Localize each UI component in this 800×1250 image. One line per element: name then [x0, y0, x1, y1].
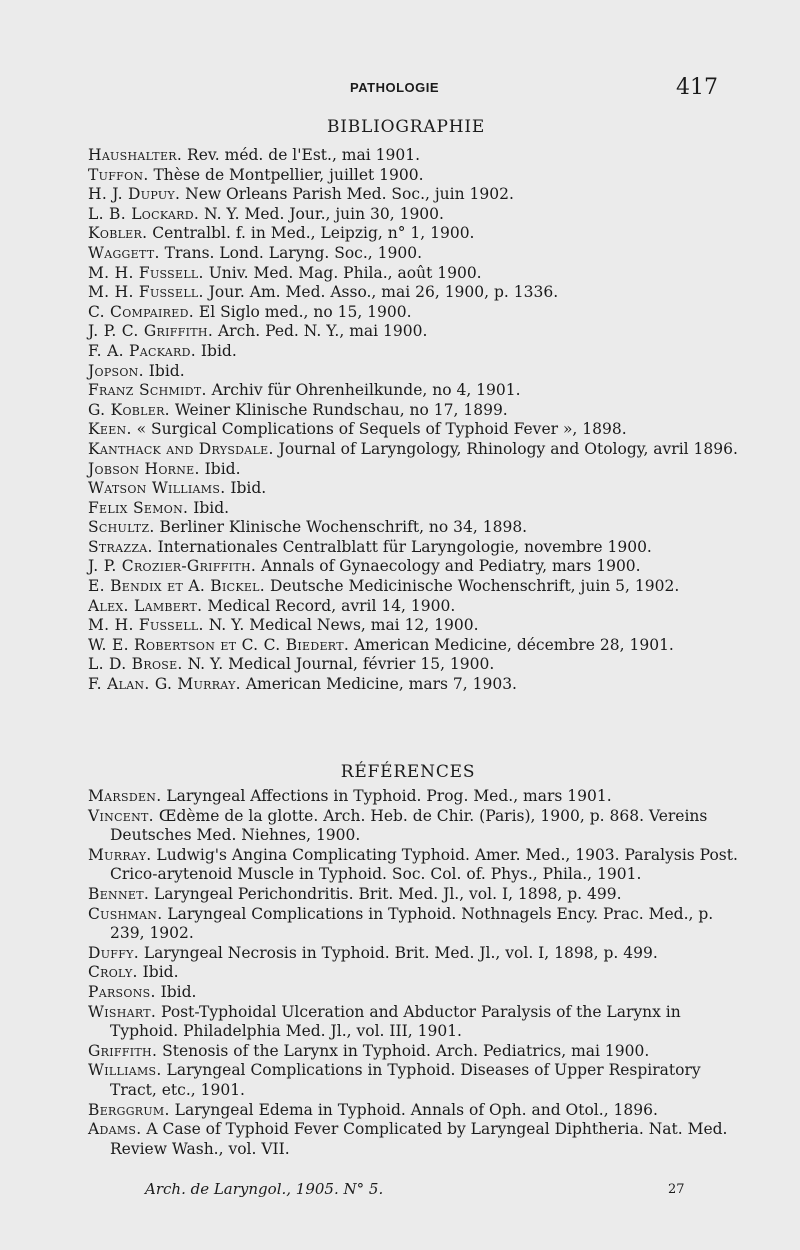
- entry-citation: Rev. méd. de l'Est., mai 1901.: [182, 146, 420, 164]
- entry-author: M. H. Fussell.: [88, 283, 204, 302]
- bibliography-entry: [88, 264, 738, 284]
- entry-citation: Ibid.: [188, 498, 230, 517]
- entry-author: Williams.: [88, 1061, 162, 1080]
- entry-author: Kobler.: [88, 224, 148, 243]
- entry-author: Cushman.: [88, 904, 163, 923]
- entry-author: Schultz.: [88, 518, 155, 537]
- entry-citation: Annals of Gynaecology and Pediatry, mars 1900.: [256, 557, 641, 576]
- reference-entry: [88, 807, 738, 846]
- running-title: PATHOLOGIE: [350, 80, 440, 95]
- entry-citation: Weiner Klinische Rundschau, no 17, 1899.: [169, 400, 508, 419]
- entry-citation: Laryngeal Necrosis in Typhoid. Brit. Med. Jl., vol. I, 1898, p. 499.: [138, 943, 658, 962]
- running-header: [0, 77, 800, 101]
- entry-citation: Laryngeal Complications in Typhoid. Diseases of Upper Respiratory Tract, etc., 1901.: [110, 1061, 701, 1099]
- entry-citation: Stenosis of the Larynx in Typhoid. Arch. Pediatrics, mai 1900.: [157, 1041, 650, 1060]
- entry-author: Marsden.: [88, 787, 162, 805]
- bibliography-entry: [88, 655, 738, 675]
- entry-citation: Ibid.: [195, 341, 237, 360]
- entry-author: Keen.: [88, 420, 132, 439]
- entry-author: Kanthack and Drysdale.: [88, 439, 274, 458]
- entry-citation: Laryngeal Edema in Typhoid. Annals of Oph. and Otol., 1896.: [169, 1100, 658, 1119]
- reference-entry: [88, 1042, 738, 1062]
- entry-author: Adams.: [88, 1120, 142, 1139]
- page-footer: [0, 1180, 800, 1202]
- entry-author: L. D. Brose.: [88, 655, 183, 674]
- references-list: [88, 787, 738, 1159]
- bibliography-list: [88, 146, 738, 695]
- entry-citation: Thèse de Montpellier, juillet 1900.: [148, 165, 424, 184]
- bibliography-heading: BIBLIOGRAPHIE: [326, 117, 486, 137]
- bibliography-entry: [88, 342, 738, 362]
- bibliography-entry: [88, 518, 738, 538]
- printer-signature-mark: 27: [668, 1182, 685, 1197]
- entry-citation: Berliner Klinische Wochenschrift, no 34, 1898.: [154, 518, 528, 537]
- entry-citation: « Surgical Complications of Sequels of Typhoid Fever », 1898.: [131, 420, 627, 439]
- entry-citation: American Medicine, mars 7, 1903.: [240, 675, 517, 694]
- entry-author: F. A. Packard.: [88, 341, 196, 360]
- entry-author: Vincent.: [88, 806, 154, 825]
- entry-author: Tuffon.: [88, 165, 149, 184]
- entry-author: Griffith.: [88, 1041, 158, 1060]
- entry-author: J. P. Crozier-Griffith.: [88, 557, 257, 576]
- entry-author: W. E. Robertson et C. C. Biedert.: [88, 635, 350, 654]
- entry-author: Bennet.: [88, 884, 150, 903]
- bibliography-entry: [88, 322, 738, 342]
- entry-author: H. J. Dupuy.: [88, 185, 181, 204]
- reference-entry: [88, 787, 738, 807]
- entry-author: Berggrum.: [88, 1100, 170, 1119]
- bibliography-entry: [88, 185, 738, 205]
- entry-author: Watson Williams.: [88, 479, 226, 498]
- entry-author: Felix Semon.: [88, 498, 189, 517]
- reference-entry: [88, 963, 738, 983]
- entry-author: Franz Schmidt.: [88, 381, 207, 400]
- entry-citation: N. Y. Medical News, mai 12, 1900.: [203, 616, 479, 635]
- bibliography-entry: [88, 205, 738, 225]
- entry-citation: Ibid.: [137, 963, 179, 982]
- entry-citation: Centralbl. f. in Med., Leipzig, n° 1, 1900.: [147, 224, 475, 243]
- entry-citation: Laryngeal Complications in Typhoid. Nothnagels Ency. Prac. Med., p. 239, 1902.: [110, 904, 714, 943]
- entry-citation: A Case of Typhoid Fever Complicated by Laryngeal Diphtheria. Nat. Med. Review Wash., vol. VII.: [110, 1120, 728, 1158]
- bibliography-entry: [88, 420, 738, 440]
- bibliography-entry: [88, 303, 738, 323]
- entry-citation: N. Y. Med. Jour., juin 30, 1900.: [199, 204, 444, 223]
- entry-author: Jobson Horne.: [88, 459, 200, 478]
- entry-citation: Deutsche Medicinische Wochenschrift, juin 5, 1902.: [265, 577, 680, 596]
- entry-citation: Arch. Ped. N. Y., mai 1900.: [213, 322, 428, 341]
- reference-entry: [88, 983, 738, 1003]
- entry-citation: New Orleans Parish Med. Soc., juin 1902.: [180, 185, 514, 204]
- entry-citation: Œdème de la glotte. Arch. Heb. de Chir. (Paris), 1900, p. 868. Vereins Deutsches Med. Niehnes, 1900.: [110, 806, 708, 845]
- entry-citation: Jour. Am. Med. Asso., mai 26, 1900, p. 1336.: [203, 283, 559, 302]
- entry-citation: Ibid.: [143, 361, 185, 380]
- bibliography-entry: [88, 479, 738, 499]
- entry-author: Jopson.: [88, 361, 144, 380]
- entry-citation: El Siglo med., no 15, 1900.: [193, 302, 412, 321]
- bibliography-entry: [88, 597, 738, 617]
- bibliography-entry: [88, 283, 738, 303]
- reference-entry: [88, 905, 738, 944]
- page-number: 417: [676, 75, 718, 100]
- entry-author: Alex. Lambert.: [88, 596, 203, 615]
- bibliography-entry: [88, 577, 738, 597]
- bibliography-entry: [88, 401, 738, 421]
- footer-journal-citation: Arch. de Laryngol., 1905. N° 5.: [145, 1180, 384, 1198]
- entry-author: Haushalter.: [88, 146, 183, 164]
- reference-entry: [88, 1120, 738, 1159]
- entry-citation: Medical Record, avril 14, 1900.: [202, 596, 456, 615]
- bibliography-entry: [88, 675, 738, 695]
- bibliography-entry: [88, 166, 738, 186]
- bibliography-entry: [88, 499, 738, 519]
- entry-author: Wishart.: [88, 1002, 157, 1021]
- reference-entry: [88, 846, 738, 885]
- bibliography-entry: [88, 362, 738, 382]
- bibliography-entry: [88, 616, 738, 636]
- entry-citation: Journal of Laryngology, Rhinology and Otology, avril 1896.: [273, 439, 738, 458]
- reference-entry: [88, 944, 738, 964]
- references-heading: RÉFÉRENCES: [340, 762, 476, 782]
- bibliography-entry: [88, 636, 738, 656]
- reference-entry: [88, 1101, 738, 1121]
- entry-citation: Laryngeal Affections in Typhoid. Prog. Med., mars 1901.: [161, 787, 612, 805]
- entry-author: C. Compaired.: [88, 302, 194, 321]
- entry-author: Croly.: [88, 963, 138, 982]
- entry-citation: Ibid.: [155, 982, 197, 1001]
- bibliography-entry: [88, 224, 738, 244]
- entry-author: Murray.: [88, 845, 152, 864]
- entry-citation: American Medicine, décembre 28, 1901.: [349, 635, 674, 654]
- bibliography-entry: [88, 557, 738, 577]
- entry-author: F. Alan. G. Murray.: [88, 675, 241, 694]
- entry-author: J. P. C. Griffith.: [88, 322, 214, 341]
- entry-author: M. H. Fussell.: [88, 616, 204, 635]
- bibliography-entry: [88, 440, 738, 460]
- bibliography-entry: [88, 538, 738, 558]
- entry-author: M. H. Fussell.: [88, 263, 204, 282]
- bibliography-entry: [88, 146, 738, 166]
- bibliography-entry: [88, 244, 738, 264]
- entry-citation: Internationales Centralblatt für Laryngologie, novembre 1900.: [152, 537, 652, 556]
- entry-author: E. Bendix et A. Bickel.: [88, 577, 266, 596]
- entry-citation: Univ. Med. Mag. Phila., août 1900.: [203, 263, 482, 282]
- bibliography-entry: [88, 381, 738, 401]
- entry-author: L. B. Lockard.: [88, 204, 200, 223]
- reference-entry: [88, 1061, 738, 1100]
- bibliography-entry: [88, 460, 738, 480]
- entry-citation: N. Y. Medical Journal, février 15, 1900.: [182, 655, 495, 674]
- entry-citation: Ibid.: [225, 479, 267, 498]
- entry-author: Waggett.: [88, 243, 160, 262]
- reference-entry: [88, 1003, 738, 1042]
- entry-citation: Ibid.: [199, 459, 241, 478]
- entry-citation: Laryngeal Perichondritis. Brit. Med. Jl., vol. I, 1898, p. 499.: [149, 884, 622, 903]
- entry-citation: Ludwig's Angina Complicating Typhoid. Amer. Med., 1903. Paralysis Post. Crico-arytenoid Muscle in Typhoid. Soc. Col. of. Phys., Phila., 1901.: [110, 845, 738, 884]
- entry-author: Duffy.: [88, 943, 139, 962]
- entry-citation: Post-Typhoidal Ulceration and Abductor Paralysis of the Larynx in Typhoid. Philadelphia Med. Jl., vol. III, 1901.: [110, 1002, 681, 1041]
- entry-citation: Archiv für Ohrenheilkunde, no 4, 1901.: [206, 381, 521, 400]
- entry-author: Strazza.: [88, 537, 153, 556]
- entry-citation: Trans. Lond. Laryng. Soc., 1900.: [159, 243, 423, 262]
- entry-author: G. Kobler.: [88, 400, 170, 419]
- reference-entry: [88, 885, 738, 905]
- entry-author: Parsons.: [88, 982, 156, 1001]
